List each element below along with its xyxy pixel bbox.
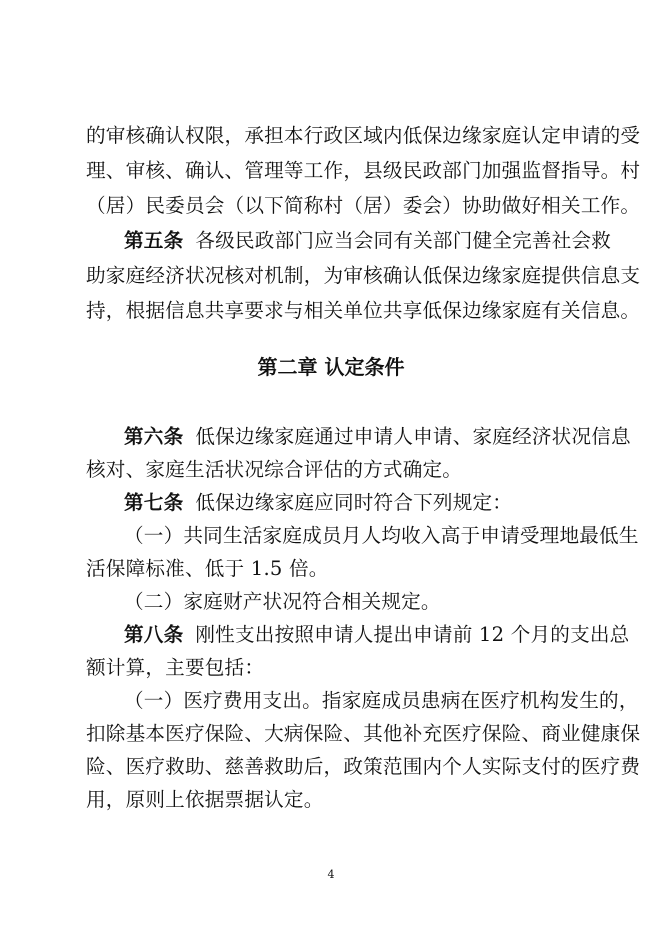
article-5-text: 各级民政部门应当会同有关部门健全完善社会救 — [195, 229, 612, 252]
body-text-line: 持，根据信息共享要求与相关单位共享低保边缘家庭有关信息。 — [86, 299, 641, 322]
article-6-text: 低保边缘家庭通过申请人申请、家庭经济状况信息 — [195, 425, 631, 448]
body-text-line: 助家庭经济状况核对机制，为审核确认低保边缘家庭提供信息支 — [86, 264, 641, 287]
article-5-first-line — [124, 229, 612, 253]
article-8-heading: 第八条 — [124, 623, 184, 646]
body-text-line: 理、审核、确认、管理等工作，县级民政部门加强监督指导。村 — [86, 159, 641, 182]
body-text-line: 核对、家庭生活状况综合评估的方式确定。 — [86, 458, 463, 481]
article-7-heading: 第七条 — [124, 491, 184, 514]
body-text-line: （居）民委员会（以下简称村（居）委会）协助做好相关工作。 — [86, 194, 641, 217]
list-item-line: （一）医疗费用支出。指家庭成员患病在医疗机构发生的， — [124, 689, 639, 712]
page-number: 4 — [327, 868, 335, 881]
article-6-first-line — [124, 425, 631, 449]
article-6-heading: 第六条 — [124, 425, 184, 448]
article-5-heading: 第五条 — [124, 229, 184, 252]
body-text-line: 活保障标准、低于 1.5 倍。 — [86, 557, 329, 580]
list-item-line: （二）家庭财产状况符合相关规定。 — [124, 590, 441, 613]
body-text-line: 用，原则上依据票据认定。 — [86, 788, 324, 811]
body-text-line: 额计算，主要包括： — [86, 656, 265, 679]
article-7-text: 低保边缘家庭应同时符合下列规定： — [195, 491, 513, 514]
article-8-text: 刚性支出按照申请人提出申请前 12 个月的支出总 — [195, 623, 630, 646]
article-8-first-line — [124, 623, 630, 647]
article-7-first-line — [124, 491, 586, 515]
body-text-line: 的审核确认权限，承担本行政区域内低保边缘家庭认定申请的受 — [86, 124, 641, 147]
body-text-line: 险、医疗救助、慈善救助后，政策范围内个人实际支付的医疗费 — [86, 755, 641, 778]
list-item-line: （一）共同生活家庭成员月人均收入高于申请受理地最低生 — [124, 524, 639, 547]
chapter-title: 第二章 认定条件 — [257, 355, 405, 379]
body-text-line: 扣除基本医疗保险、大病保险、其他补充医疗保险、商业健康保 — [86, 722, 641, 745]
